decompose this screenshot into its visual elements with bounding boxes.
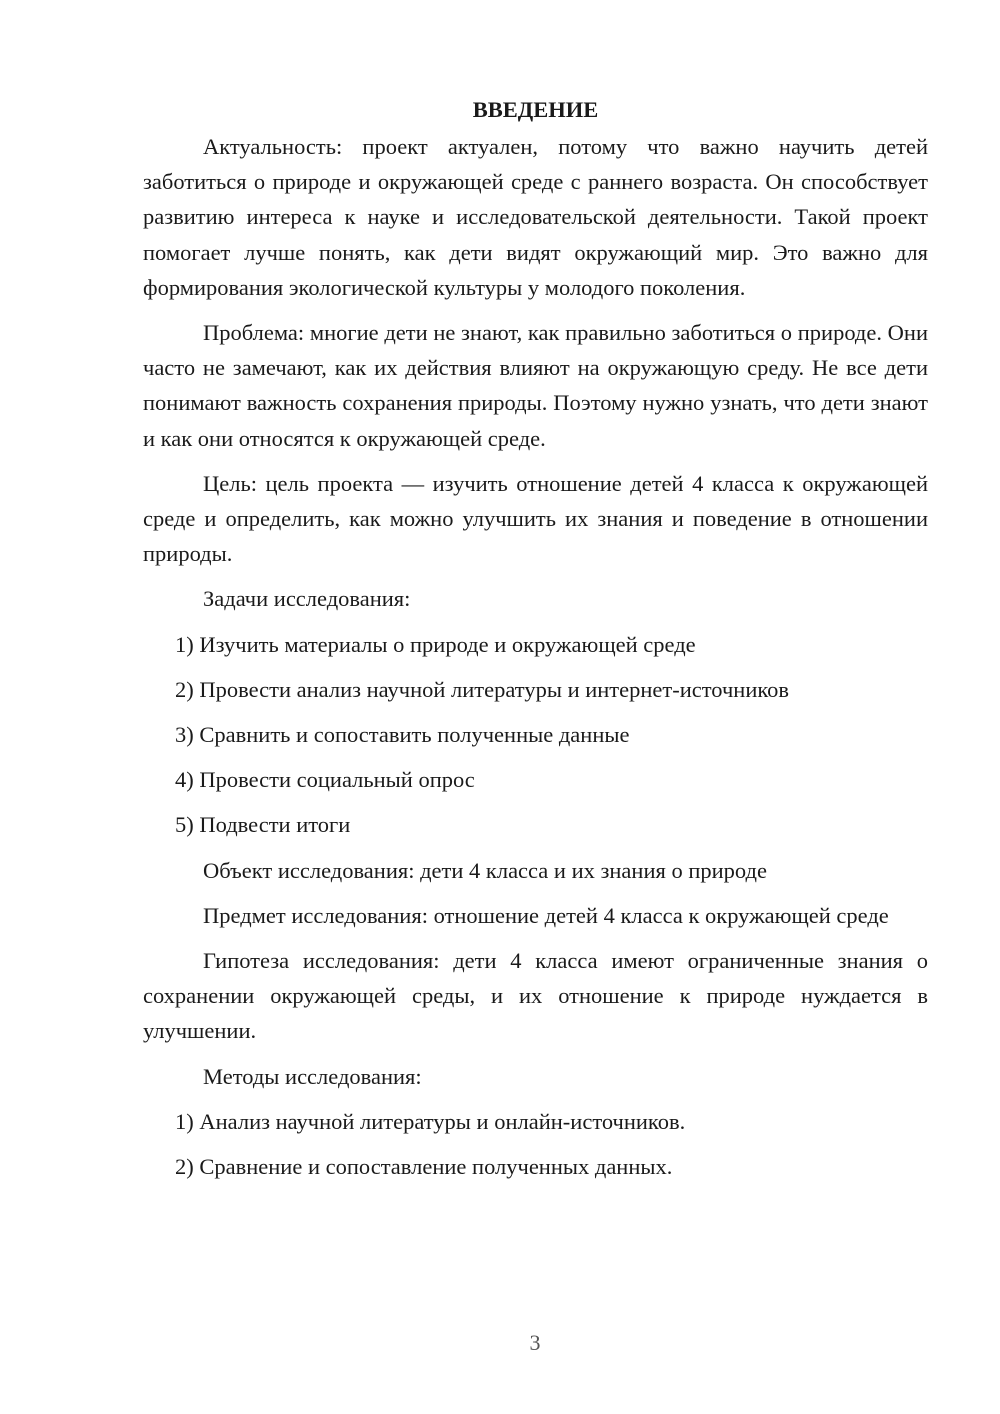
- subject-paragraph: Предмет исследования: отношение детей 4 класса к окружающей среде: [203, 902, 889, 928]
- object-paragraph: Объект исследования: дети 4 класса и их знания о природе: [203, 857, 767, 883]
- task-item: 5) Подвести итоги: [175, 812, 351, 838]
- methods-heading: Методы исследования:: [203, 1063, 422, 1089]
- task-item: 4) Провести социальный опрос: [175, 767, 475, 793]
- tasks-heading: Задачи исследования:: [203, 586, 411, 612]
- document-page: [143, 92, 928, 1194]
- task-item: 3) Сравнить и сопоставить полученные данные: [175, 722, 630, 748]
- page-number: 3: [529, 1330, 541, 1355]
- goal-paragraph: Цель: цель проекта — изучить отношение детей 4 класса к окружающей среде и определить, как можно улучшить их знания и поведение в отношении природы.: [143, 470, 928, 567]
- method-item: 1) Анализ научной литературы и онлайн-источников.: [175, 1108, 686, 1134]
- task-item: 1) Изучить материалы о природе и окружающей среде: [175, 631, 696, 657]
- hypothesis-paragraph: Гипотеза исследования: дети 4 класса имеют ограниченные знания о сохранении окружающей среды, и их отношение к природе нуждается в улучшении.: [143, 948, 928, 1044]
- relevance-paragraph: Актуальность: проект актуален, потому что важно научить детей заботиться о природе и окружающей среде с раннего возраста. Он способствует развитию интереса к науке и исследовательской деятельности. Такой проект помогает лучше понять, как дети видят окружающий мир. Это важно для формирования экологической культуры у молодого поколения.: [143, 134, 928, 300]
- task-item: 2) Провести анализ научной литературы и интернет-источников: [175, 676, 790, 702]
- page-title: ВВЕДЕНИЕ: [472, 97, 599, 122]
- problem-paragraph: Проблема: многие дети не знают, как правильно заботиться о природе. Они часто не замечают, как их действия влияют на окружающую среду. Не все дети понимают важность сохранения природы. Поэтому нужно узнать, что дети знают и как они относятся к окружающей среде.: [143, 320, 928, 451]
- method-item: 2) Сравнение и сопоставление полученных данных.: [175, 1154, 673, 1180]
